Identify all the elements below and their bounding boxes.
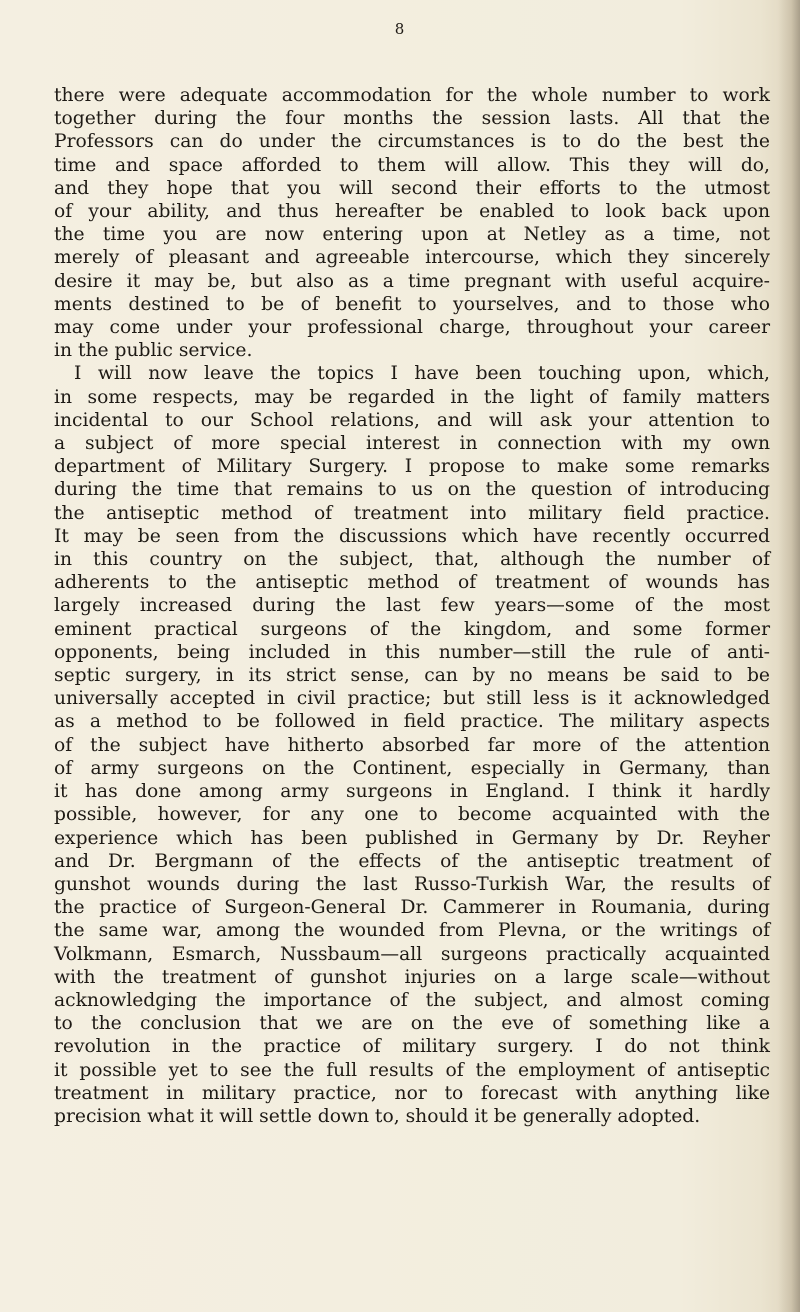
text-line: and Dr. Bergmann of the effects of the antiseptic treatment of [54, 850, 770, 872]
text-line: may come under your professional charge, throughout your career [54, 317, 770, 339]
text-line: desire it may be, but also as a time pregnant with useful acquire- [54, 270, 770, 292]
text-line: in some respects, may be regarded in the light of family matters [54, 386, 770, 408]
text-line: of army surgeons on the Continent, especially in Germany, than [54, 757, 770, 779]
page-edge-shadow [778, 0, 800, 1312]
text-line: opponents, being included in this number—still the rule of anti- [54, 641, 770, 663]
text-line: a subject of more special interest in connection with my own [54, 433, 770, 455]
text-line: merely of pleasant and agreeable intercourse, which they sincerely [54, 247, 770, 269]
text-line: revolution in the practice of military surgery. I do not think [54, 1036, 770, 1058]
text-line: it possible yet to see the full results of the employment of antiseptic [54, 1059, 770, 1081]
text-line: I will now leave the topics I have been touching upon, which, [74, 363, 770, 385]
text-line: the practice of Surgeon-General Dr. Cammerer in Roumania, during [54, 897, 770, 919]
text-line: it has done among army surgeons in England. I think it hardly [54, 781, 770, 803]
text-line: precision what it will settle down to, should it be generally adopted. [54, 1105, 701, 1127]
body-text [54, 84, 770, 1128]
text-line: in the public service. [54, 340, 253, 362]
text-line: as a method to be followed in field practice. The military aspects [54, 711, 770, 733]
text-line: treatment in military practice, nor to forecast with anything like [54, 1082, 770, 1104]
text-line: time and space afforded to them will allow. This they will do, [54, 154, 770, 176]
text-line: universally accepted in civil practice; but still less is it acknowledged [54, 688, 770, 710]
text-line: and they hope that you will second their efforts to the utmost [54, 177, 770, 199]
text-line: septic surgery, in its strict sense, can by no means be said to be [54, 665, 770, 687]
text-line: in this country on the subject, that, although the number of [54, 549, 770, 571]
text-line: of the subject have hitherto absorbed far more of the attention [54, 734, 770, 756]
text-line: largely increased during the last few years—some of the most [54, 595, 770, 617]
text-line: adherents to the antiseptic method of treatment of wounds has [54, 572, 770, 594]
text-line: experience which has been published in Germany by Dr. Reyher [54, 827, 770, 849]
text-line: the time you are now entering upon at Netley as a time, not [54, 224, 770, 246]
text-line: acknowledging the importance of the subject, and almost coming [54, 989, 770, 1011]
text-line: the antiseptic method of treatment into military field practice. [54, 502, 770, 524]
text-line: gunshot wounds during the last Russo-Turkish War, the results of [54, 873, 770, 895]
text-line: of your ability, and thus hereafter be enabled to look back upon [54, 201, 770, 223]
text-line: Volkmann, Esmarch, Nussbaum—all surgeons practically acquainted [54, 943, 770, 965]
text-line: department of Military Surgery. I propose to make some remarks [54, 456, 770, 478]
text-line: eminent practical surgeons of the kingdom, and some former [54, 618, 770, 640]
text-line: to the conclusion that we are on the eve of something like a [54, 1013, 770, 1035]
text-line: with the treatment of gunshot injuries on a large scale—without [54, 966, 770, 988]
page-number: 8 [394, 20, 406, 38]
text-line: there were adequate accommodation for the whole number to work [54, 85, 770, 106]
text-line: incidental to our School relations, and will ask your attention to [54, 409, 770, 431]
text-line: ments destined to be of benefit to yourselves, and to those who [54, 293, 770, 315]
text-line: the same war, among the wounded from Plevna, or the writings of [54, 920, 770, 942]
text-line: together during the four months the session lasts. All that the [54, 108, 770, 130]
text-line: during the time that remains to us on the question of introducing [54, 479, 770, 501]
text-line: possible, however, for any one to become acquainted with the [54, 804, 770, 826]
text-line: It may be seen from the discussions which have recently occurred [54, 525, 770, 547]
text-line: Professors can do under the circumstances is to do the best the [54, 131, 770, 153]
